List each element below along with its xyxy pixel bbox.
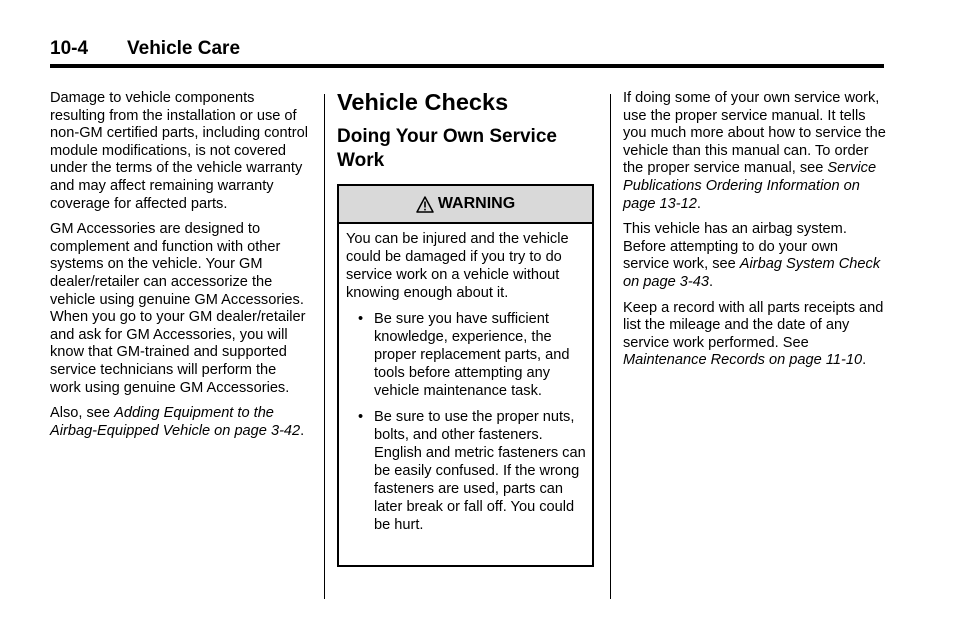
records-suffix: .	[862, 352, 867, 369]
right-column	[623, 90, 887, 378]
bullet-marker: •	[358, 409, 364, 425]
paragraph-records	[623, 300, 887, 370]
airbag-prefix: This vehicle has an airbag system. Before attempting to do your own service work, see	[623, 221, 847, 273]
paragraph-damage: Damage to vehicle components resulting from the installation or use of non-GM certified parts, including control module modifications, is not covered under the terms of the vehicle warranty and may affect remaining warranty coverage for affected parts.	[50, 90, 308, 212]
reference-service-publications: Service Publications Ordering Information on page 13-12	[623, 160, 877, 212]
records-prefix: Keep a record with all parts receipts and list the mileage and the date of any service work performed. See	[623, 299, 884, 351]
subheading-doing-your-own-service-work: Doing Your Own Service Work	[337, 126, 557, 171]
warning-bullet-list	[346, 310, 586, 534]
left-column	[50, 90, 308, 448]
also-see-prefix: Also, see	[50, 405, 115, 422]
warning-box	[337, 184, 594, 567]
column-divider-left	[324, 94, 325, 599]
service-manual-suffix: .	[696, 195, 701, 212]
paragraph-service-manual	[623, 90, 887, 213]
heading-vehicle-checks: Vehicle Checks	[337, 89, 509, 115]
warning-bullet-item	[346, 408, 586, 534]
warning-intro: You can be injured and the vehicle could be damaged if you try to do service work on a vehicle without knowing enough about it.	[346, 231, 569, 301]
page-number: 10-4	[50, 38, 89, 59]
reference-maintenance-records: Maintenance Records on page 11-10	[623, 352, 863, 369]
section-title: Vehicle Care	[127, 38, 241, 59]
reference-airbag-system-check: Airbag System Check on page 3-43	[623, 256, 881, 290]
service-manual-prefix: If doing some of your own service work, use the proper service manual. It tells you much more about how to service the vehicle than this manual can. To order the proper service manual, see	[623, 90, 886, 177]
paragraph-accessories: GM Accessories are designed to complement and function with other systems on the vehicle. Your GM dealer/retailer can accessorize the vehicle using genuine GM Accessories. When you go to your GM dealer/retailer and ask for GM Accessories, you will know that GM-trained and supported service technicians will perform the work using genuine GM Accessories.	[50, 221, 306, 396]
bullet-marker: •	[358, 311, 364, 327]
paragraph-also-see	[50, 405, 308, 440]
middle-column	[337, 88, 599, 567]
warning-triangle-icon	[416, 196, 434, 213]
page-header	[50, 38, 884, 68]
column-divider-right	[610, 94, 611, 599]
warning-body	[339, 224, 592, 534]
warning-label: WARNING	[437, 195, 516, 212]
reference-adding-equipment: Adding Equipment to the Airbag-Equipped Vehicle on page 3-42	[50, 405, 301, 439]
paragraph-airbag	[623, 221, 887, 291]
warning-bullet-item	[346, 310, 586, 400]
warning-bullet-text: Be sure to use the proper nuts, bolts, and other fasteners. English and metric fasteners can be easily confused. If the wrong fasteners are used, parts can later break or fall off. You could be hurt.	[374, 409, 586, 533]
airbag-suffix: .	[709, 273, 714, 290]
also-see-suffix: .	[300, 422, 305, 439]
warning-header	[339, 186, 592, 224]
warning-bullet-text: Be sure you have sufficient knowledge, experience, the proper replacement parts, and tools before attempting any vehicle maintenance task.	[374, 311, 570, 399]
